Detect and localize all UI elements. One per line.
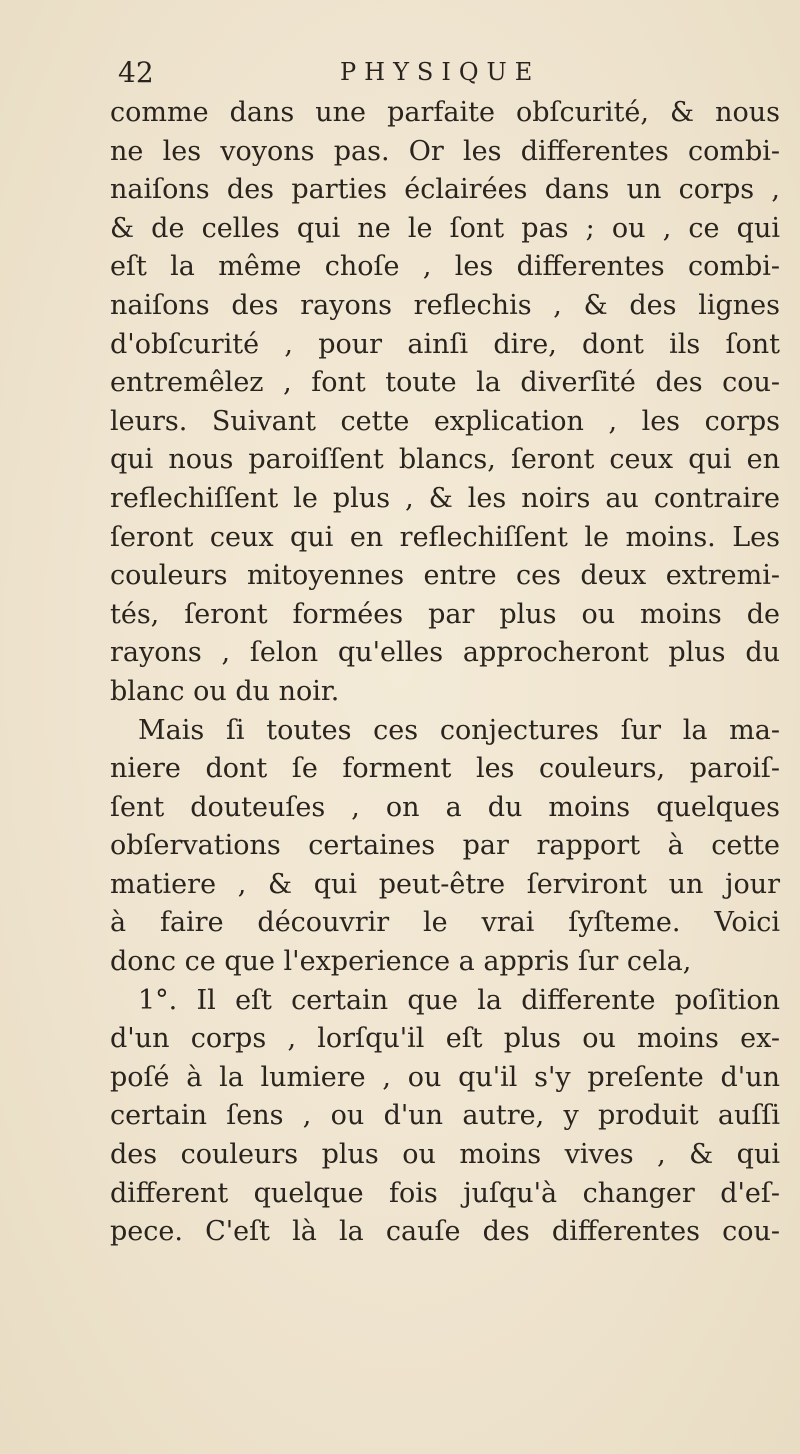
text-line: rayons , ſelon qu'elles approcheront plus du (110, 637, 780, 669)
running-head: PHYSIQUE (340, 58, 541, 86)
text-line: couleurs mitoyennes entre ces deux extremi- (110, 560, 780, 592)
text-line: reflechiſſent le plus , & les noirs au contraire (110, 482, 780, 514)
page-header (118, 56, 758, 96)
text-line: tés, ſeront formées par plus ou moins de (110, 598, 780, 630)
text-line: different quelque fois juſqu'à changer d'eſ- (110, 1177, 780, 1209)
body-text (110, 94, 780, 1252)
text-line: à faire découvrir le vrai ſyſteme. Voici (110, 907, 780, 939)
text-line: certain ſens , ou d'un autre, y produit auſſi (110, 1100, 780, 1132)
text-line: pece. C'eſt là la cauſe des differentes cou- (110, 1216, 780, 1248)
text-line: leurs. Suivant cette explication , les corps (110, 405, 780, 437)
text-line: eſt la même choſe , les differentes combi- (110, 251, 780, 283)
text-line: donc ce que l'experience a appris ſur cela, (110, 946, 692, 978)
text-line: qui nous paroiſſent blancs, ſeront ceux qui en (110, 444, 780, 476)
text-line: des couleurs plus ou moins vives , & qui (110, 1139, 780, 1171)
text-line: ne les voyons pas. Or les differentes combi- (110, 135, 780, 167)
text-line: Mais ſi toutes ces conjectures ſur la ma- (138, 714, 780, 746)
text-line: naiſons des rayons reflechis , & des lignes (110, 289, 780, 321)
text-line: d'un corps , lorſqu'il eſt plus ou moins ex- (110, 1023, 780, 1055)
text-line: d'obſcurité , pour ainſi dire, dont ils ſont (110, 328, 780, 360)
text-line: blanc ou du noir. (110, 675, 340, 707)
text-line: ſeront ceux qui en reflechiſſent le moins. Les (110, 521, 780, 553)
text-line: obſervations certaines par rapport à cette (110, 830, 780, 862)
page-number: 42 (118, 56, 154, 89)
text-line: entremêlez , font toute la diverſité des cou- (110, 367, 780, 399)
text-line: matiere , & qui peut-être ſerviront un jour (110, 868, 780, 900)
text-line: naiſons des parties éclairées dans un corps , (110, 174, 780, 206)
text-line: 1°. Il eſt certain que la differente poſition (138, 984, 780, 1016)
text-line: poſé à la lumiere , ou qu'il s'y preſente d'un (110, 1061, 780, 1093)
text-line: ſent douteuſes , on a du moins quelques (110, 791, 780, 823)
text-line: niere dont ſe forment les couleurs, paroiſ- (110, 753, 780, 785)
text-line: comme dans une parfaite obſcurité, & nous (110, 97, 780, 128)
text-line: & de celles qui ne le ſont pas ; ou , ce qui (110, 212, 780, 244)
